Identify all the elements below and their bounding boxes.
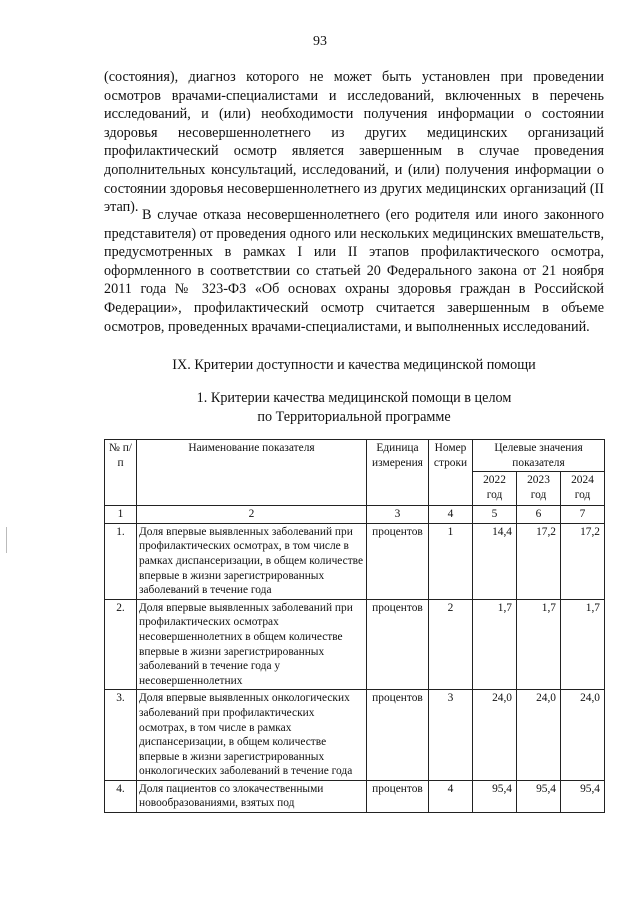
value-2024: 1,7 <box>561 599 605 690</box>
unit: процентов <box>367 599 429 690</box>
section-heading: IX. Критерии доступности и качества медицинской помощи <box>172 357 536 373</box>
column-number: 7 <box>561 506 605 524</box>
line-number: 2 <box>429 599 473 690</box>
paragraph-1: (состояния), диагноз которого не может быть установлен при проведении осмотров врачами-специалистами и исследований, включенных в перечень исследований, и (или) необходимости получения информации о состоянии здоровья несовершеннолетнего из других медицинских организаций профилактический осмотр является завершенным в случае проведения дополнительных консультаций, исследований, и (или) получения информации о состоянии здоровья несовершеннолетнего из других медицинских организаций (II этап). <box>104 69 604 216</box>
value-2024: 95,4 <box>561 780 605 812</box>
table-row <box>105 599 605 690</box>
column-number: 4 <box>429 506 473 524</box>
value-2023: 17,2 <box>517 523 561 599</box>
row-number: 4. <box>105 780 137 812</box>
criteria-table <box>104 439 605 813</box>
paragraph-2: В случае отказа несовершеннолетнего (его родителя или иного законного представителя) от проведения одного или нескольких медицинских вмешательств, предусмотренных в рамках I или II этапов профилактического осмотра, оформленного в соответствии со статьей 20 Федерального закона от 21 ноября 2011 года № 323-ФЗ «Об основах охраны здоровья граждан в Российской Федерации», профилактический осмотр считается завершенным в объеме осмотров, проведенных врачами-специалистами, и выполненных исследований. <box>104 207 604 335</box>
page-number: 93 <box>313 34 327 49</box>
line-number: 3 <box>429 690 473 781</box>
table-row <box>105 690 605 781</box>
unit: процентов <box>367 780 429 812</box>
subsection-heading <box>104 389 604 427</box>
indicator-name: Доля впервые выявленных онкологических заболеваний при профилактических осмотрах, в том числе в рамках диспансеризации, в общем количестве впервые в жизни зарегистрированных онкологических заболеваний в течение года <box>137 690 367 781</box>
row-number: 2. <box>105 599 137 690</box>
value-2023: 24,0 <box>517 690 561 781</box>
value-2022: 1,7 <box>473 599 517 690</box>
column-numbers-row <box>105 506 605 524</box>
unit: процентов <box>367 523 429 599</box>
header-year-2024: 2024 год <box>561 472 605 506</box>
value-2022: 95,4 <box>473 780 517 812</box>
value-2024: 17,2 <box>561 523 605 599</box>
column-number: 5 <box>473 506 517 524</box>
column-number: 3 <box>367 506 429 524</box>
indicator-name: Доля пациентов со злокачественными новообразованиями, взятых под <box>137 780 367 812</box>
indicator-name: Доля впервые выявленных заболеваний при профилактических осмотрах несовершеннолетних в общем количестве впервые в жизни зарегистрированных заболеваний в течение года у несовершеннолетних <box>137 599 367 690</box>
header-target-values: Целевые значения показателя <box>473 440 605 472</box>
line-number: 1 <box>429 523 473 599</box>
table-row <box>105 780 605 812</box>
header-num: № п/п <box>105 440 137 506</box>
column-number: 6 <box>517 506 561 524</box>
unit: процентов <box>367 690 429 781</box>
column-number: 2 <box>137 506 367 524</box>
row-number: 1. <box>105 523 137 599</box>
header-year-2022: 2022 год <box>473 472 517 506</box>
row-number: 3. <box>105 690 137 781</box>
subsection-heading-line-2: по Территориальной программе <box>257 409 451 425</box>
subsection-heading-line-1: 1. Критерии качества медицинской помощи в целом <box>196 390 512 406</box>
scan-edge-mark <box>6 527 7 553</box>
value-2023: 95,4 <box>517 780 561 812</box>
table-row <box>105 523 605 599</box>
value-2022: 24,0 <box>473 690 517 781</box>
column-number: 1 <box>105 506 137 524</box>
line-number: 4 <box>429 780 473 812</box>
header-name: Наименование показателя <box>137 440 367 506</box>
header-unit: Единица измерения <box>367 440 429 506</box>
header-year-2023: 2023 год <box>517 472 561 506</box>
value-2023: 1,7 <box>517 599 561 690</box>
indicator-name: Доля впервые выявленных заболеваний при профилактических осмотрах, в том числе в рамках диспансеризации, в общем количестве впервые в жизни зарегистрированных заболеваний в течение года <box>137 523 367 599</box>
header-row-number: Номер строки <box>429 440 473 506</box>
value-2022: 14,4 <box>473 523 517 599</box>
value-2024: 24,0 <box>561 690 605 781</box>
